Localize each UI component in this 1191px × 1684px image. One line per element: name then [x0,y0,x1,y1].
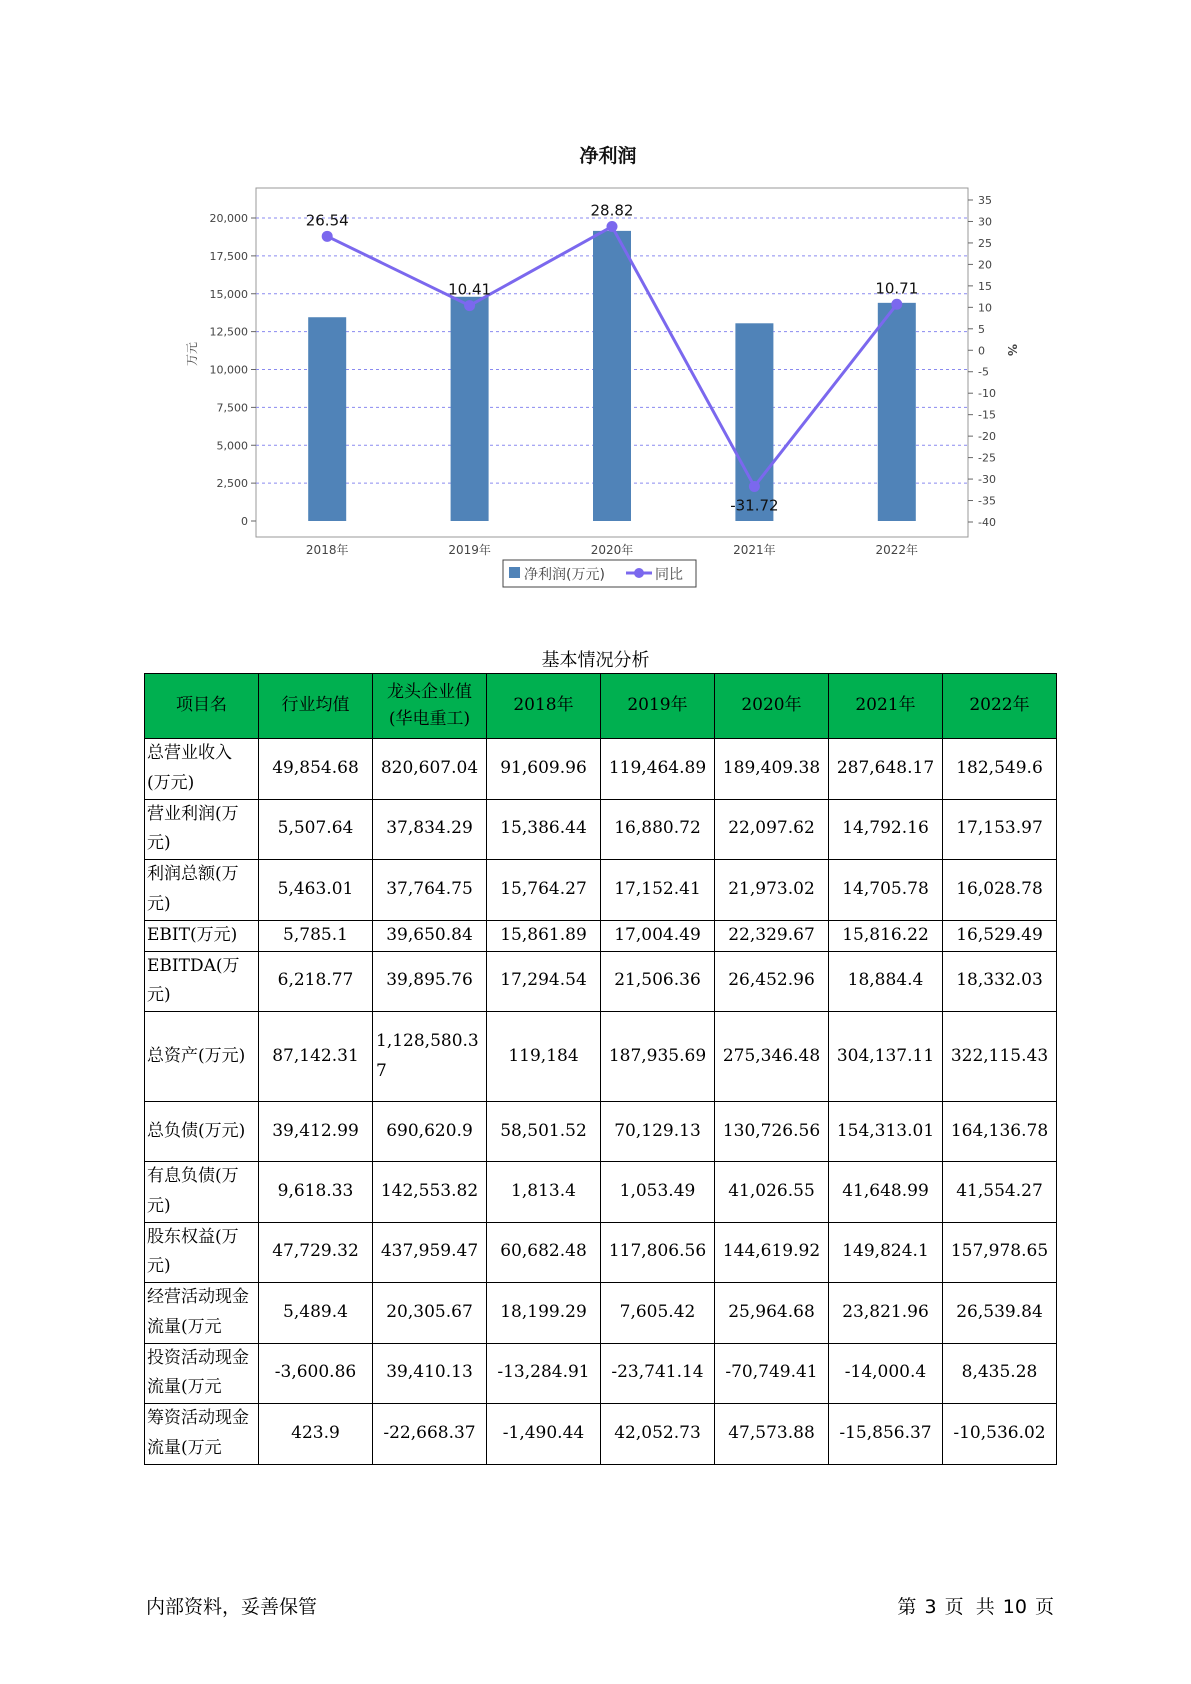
table-cell: 20,305.67 [373,1283,487,1344]
table-cell: 16,880.72 [601,799,715,860]
table-cell: 42,052.73 [601,1404,715,1465]
table-cell: 18,884.4 [829,951,943,1012]
y-left-tick-label: 0 [241,515,248,528]
table-cell: 47,729.32 [259,1222,373,1283]
table-cell: 41,648.99 [829,1162,943,1223]
y-right-tick-label: -35 [978,494,996,508]
column-header: 行业均值 [259,674,373,739]
y-right-tick-label: 30 [978,215,992,229]
row-label: 总资产(万元) [145,1012,259,1102]
y-left-tick-label: 10,000 [209,363,248,377]
yoy-data-label: 28.82 [590,201,634,220]
table-cell: 41,026.55 [715,1162,829,1223]
table-cell: 49,854.68 [259,739,373,800]
y-right-tick-label: -20 [978,430,996,444]
page-suffix: 页 [1034,1596,1054,1618]
table-cell: 1,128,580.37 [373,1012,487,1102]
yoy-point [322,231,333,242]
page-mid: 页 共 [944,1596,995,1618]
table-cell: 322,115.43 [943,1012,1057,1102]
row-label: EBITDA(万元) [145,951,259,1012]
table-cell: 39,412.99 [259,1102,373,1162]
table-cell: 154,313.01 [829,1102,943,1162]
y-right-tick-label: 20 [978,258,992,272]
table-cell: -13,284.91 [487,1343,601,1404]
bar-net-profit [451,297,489,521]
table-cell: 820,607.04 [373,739,487,800]
x-tick-label: 2019年 [448,543,491,557]
table-cell: 7,605.42 [601,1283,715,1344]
table-row [145,1012,1057,1102]
column-header: 2018年 [487,674,601,739]
y-left-tick-label: 15,000 [209,287,248,301]
table-cell: 70,129.13 [601,1102,715,1162]
table-cell: 15,386.44 [487,799,601,860]
table-cell: 16,028.78 [943,860,1057,921]
table-row [145,1162,1057,1223]
table-cell: -70,749.41 [715,1343,829,1404]
table-cell: 157,978.65 [943,1222,1057,1283]
table-cell: -22,668.37 [373,1404,487,1465]
legend-line-label: 同比 [655,567,683,583]
table-row [145,1102,1057,1162]
table-cell: 119,464.89 [601,739,715,800]
yoy-data-label: 10.41 [448,280,492,299]
table-cell: 58,501.52 [487,1102,601,1162]
row-label: 总营业收入(万元) [145,739,259,800]
y-right-tick-label: -5 [978,365,989,379]
y-left-tick-label: 17,500 [209,249,248,263]
row-label: 有息负债(万元) [145,1162,259,1223]
basic-analysis-table [144,673,1057,1465]
table-cell: 91,609.96 [487,739,601,800]
y-right-tick-label: 15 [978,279,992,293]
table-cell: 9,618.33 [259,1162,373,1223]
page-number: 3 [924,1596,937,1618]
table-row [145,799,1057,860]
table-cell: 1,053.49 [601,1162,715,1223]
y-left-tick-label: 2,500 [216,477,248,491]
page-prefix: 第 [897,1596,917,1618]
table-cell: 37,764.75 [373,860,487,921]
bar-net-profit [308,317,346,521]
table-cell: 5,463.01 [259,860,373,921]
row-label: 经营活动现金流量(万元 [145,1283,259,1344]
table-cell: 142,553.82 [373,1162,487,1223]
table-cell: 37,834.29 [373,799,487,860]
table-header-row [145,674,1057,739]
row-label: 股东权益(万元) [145,1222,259,1283]
table-cell: 18,332.03 [943,951,1057,1012]
table-cell: 17,294.54 [487,951,601,1012]
table-cell: 117,806.56 [601,1222,715,1283]
column-header: 龙头企业值(华电重工) [373,674,487,739]
table-cell: 149,824.1 [829,1222,943,1283]
table-cell: -23,741.14 [601,1343,715,1404]
table-cell: 18,199.29 [487,1283,601,1344]
table-cell: 17,152.41 [601,860,715,921]
chart-title: 净利润 [579,145,637,167]
x-tick-label: 2018年 [305,543,349,557]
yoy-point [891,299,902,310]
table-cell: 25,964.68 [715,1283,829,1344]
table-cell: 17,004.49 [601,920,715,951]
y-right-tick-label: -15 [978,408,996,422]
table-cell: 119,184 [487,1012,601,1102]
table-cell: 182,549.6 [943,739,1057,800]
table-cell: 275,346.48 [715,1012,829,1102]
row-label: 投资活动现金流量(万元 [145,1343,259,1404]
y-left-tick-label: 7,500 [216,401,248,415]
table-cell: 22,097.62 [715,799,829,860]
table-cell: 15,861.89 [487,920,601,951]
y-right-tick-label: -30 [978,473,996,487]
x-tick-label: 2022年 [875,543,919,557]
column-header: 2020年 [715,674,829,739]
y-right-axis-label: % [1005,343,1019,357]
table-cell: 423.9 [259,1404,373,1465]
table-cell: 39,895.76 [373,951,487,1012]
y-right-tick-label: 35 [978,194,992,207]
table-row [145,951,1057,1012]
table-cell: 5,489.4 [259,1283,373,1344]
confidential-note: 内部资料，妥善保管 [146,1596,318,1618]
column-header: 2022年 [943,674,1057,739]
column-header: 2019年 [601,674,715,739]
table-cell: 17,153.97 [943,799,1057,860]
table-cell: -15,856.37 [829,1404,943,1465]
row-label: 筹资活动现金流量(万元 [145,1404,259,1465]
table-cell: 26,452.96 [715,951,829,1012]
table-cell: 26,539.84 [943,1283,1057,1344]
y-right-tick-label: 10 [978,301,992,315]
yoy-point [464,300,475,311]
table-cell: 21,506.36 [601,951,715,1012]
yoy-data-label: -31.72 [730,496,779,515]
table-cell: 6,218.77 [259,951,373,1012]
y-right-tick-label: 25 [978,236,992,250]
table-cell: 690,620.9 [373,1102,487,1162]
x-tick-label: 2020年 [590,543,634,557]
table-cell: 41,554.27 [943,1162,1057,1223]
table-row [145,1343,1057,1404]
table-cell: 87,142.31 [259,1012,373,1102]
y-left-axis-label: 万元 [185,341,199,367]
table-cell: -14,000.4 [829,1343,943,1404]
y-left-tick-label: 5,000 [216,439,248,453]
table-cell: 130,726.56 [715,1102,829,1162]
table-row [145,1222,1057,1283]
page-indicator [896,1592,1055,1619]
row-label: 利润总额(万元) [145,860,259,921]
bar-net-profit [878,303,916,521]
table-cell: 1,813.4 [487,1162,601,1223]
legend-line-marker [634,568,644,578]
y-left-tick-label: 20,000 [209,212,248,225]
table-cell: 16,529.49 [943,920,1057,951]
legend-bar-swatch [509,567,520,578]
row-label: EBIT(万元) [145,920,259,951]
table-cell: 144,619.92 [715,1222,829,1283]
column-header: 2021年 [829,674,943,739]
table-cell: 287,648.17 [829,739,943,800]
table-cell: 14,705.78 [829,860,943,921]
x-tick-label: 2021年 [733,543,776,557]
table-cell: 47,573.88 [715,1404,829,1465]
y-right-tick-label: 5 [978,322,985,336]
row-label: 营业利润(万元) [145,799,259,860]
table-cell: 5,507.64 [259,799,373,860]
table-caption: 基本情况分析 [541,650,650,671]
table-cell: 437,959.47 [373,1222,487,1283]
table-cell: -3,600.86 [259,1343,373,1404]
y-right-tick-label: 0 [978,344,985,358]
table-cell: 189,409.38 [715,739,829,800]
yoy-point [749,481,760,492]
bar-net-profit [593,231,631,521]
table-cell: -1,490.44 [487,1404,601,1465]
table-row [145,920,1057,951]
table-cell: 60,682.48 [487,1222,601,1283]
table-cell: 39,410.13 [373,1343,487,1404]
table-cell: 187,935.69 [601,1012,715,1102]
table-cell: 15,764.27 [487,860,601,921]
table-row [145,739,1057,800]
column-header: 项目名 [145,674,259,739]
table-cell: 304,137.11 [829,1012,943,1102]
yoy-data-label: 10.71 [875,279,919,298]
yoy-data-label: 26.54 [305,211,349,230]
legend-bar-label: 净利润(万元) [524,567,605,583]
table-cell: 5,785.1 [259,920,373,951]
y-left-tick-label: 12,500 [209,325,248,339]
table-cell: -10,536.02 [943,1404,1057,1465]
table-row [145,1283,1057,1344]
net-profit-chart [0,0,1191,600]
row-label: 总负债(万元) [145,1102,259,1162]
table-cell: 23,821.96 [829,1283,943,1344]
table-cell: 164,136.78 [943,1102,1057,1162]
table-cell: 14,792.16 [829,799,943,860]
table-row [145,1404,1057,1465]
table-cell: 39,650.84 [373,920,487,951]
table-cell: 15,816.22 [829,920,943,951]
yoy-point [607,221,618,232]
table-cell: 8,435.28 [943,1343,1057,1404]
table-cell: 22,329.67 [715,920,829,951]
y-right-tick-label: -10 [978,387,996,401]
table-cell: 21,973.02 [715,860,829,921]
y-right-tick-label: -40 [978,516,996,529]
table-row [145,860,1057,921]
page-total: 10 [1002,1596,1027,1618]
y-right-tick-label: -25 [978,451,996,465]
